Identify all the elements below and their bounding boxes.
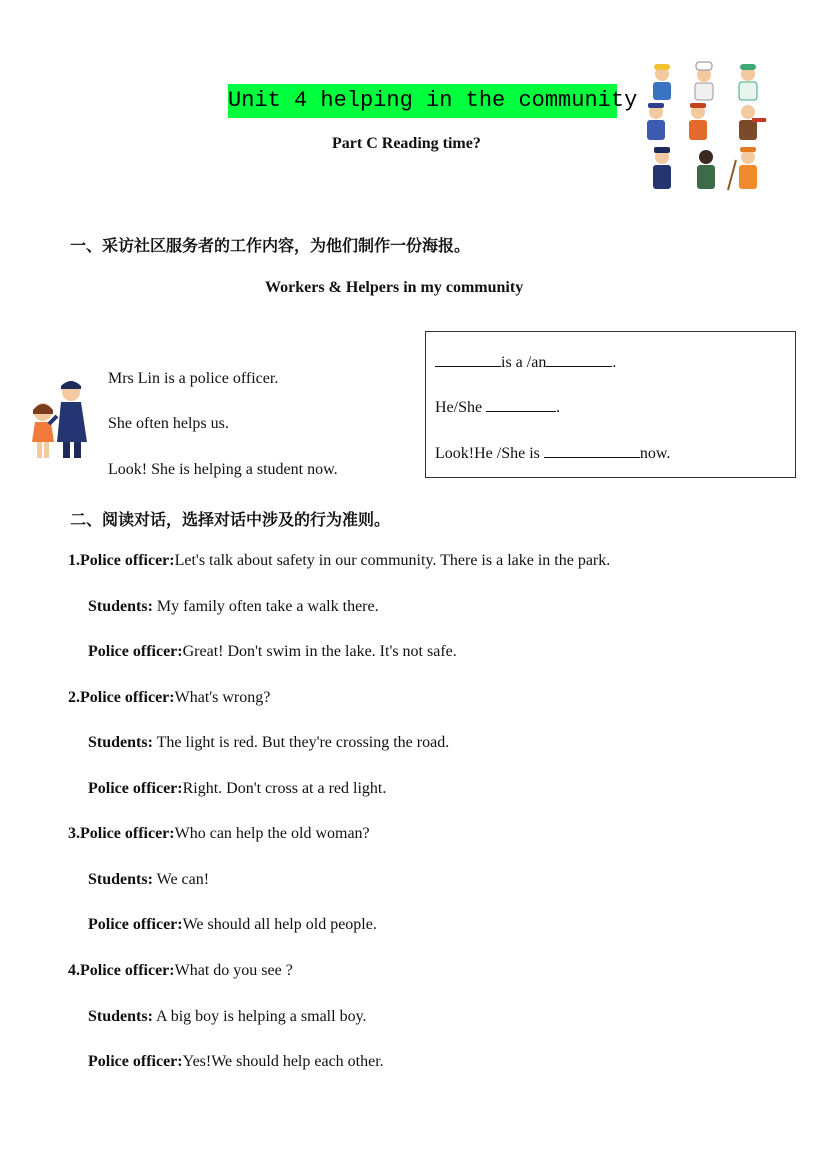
section2-heading: 二、阅读对话，选择对话中涉及的行为准则。 (70, 510, 391, 529)
worker-figure-icon (739, 105, 766, 140)
dialogue-3-line-2: Students: We can! (88, 871, 210, 888)
blank-job-title[interactable] (546, 352, 612, 367)
template-line-3: Look!He /She is now. (435, 445, 671, 462)
blank-job-name[interactable] (435, 352, 501, 367)
dialogue-3-line-1: 3.Police officer:Who can help the old woman? (68, 825, 370, 842)
police-officer-helping-student-illustration (27, 376, 95, 462)
community-workers-illustration (640, 60, 770, 192)
police-figure-icon (653, 147, 671, 189)
teacher-figure-icon (697, 150, 715, 189)
dialogue-1-line-3: Police officer:Great! Don't swim in the lake. It's not safe. (88, 643, 457, 660)
dialogue-4-line-3: Police officer:Yes!We should help each other. (88, 1053, 384, 1070)
dialogue-4-line-2: Students: A big boy is helping a small boy. (88, 1008, 367, 1025)
worksheet-title: Unit 4 helping in the community (228, 84, 617, 118)
poster-title: Workers & Helpers in my community (265, 279, 524, 296)
dialogue-4-line-1: 4.Police officer:What do you see ? (68, 962, 293, 979)
story-line-1: Mrs Lin is a police officer. (108, 370, 279, 387)
template-line-1: is a /an . (435, 352, 616, 372)
dialogue-2-line-2: Students: The light is red. But they're crossing the road. (88, 734, 450, 751)
dialogue-2-line-3: Police officer:Right. Don't cross at a red light. (88, 780, 387, 797)
chef-figure-icon (695, 62, 713, 100)
dialogue-2-line-1: 2.Police officer:What's wrong? (68, 689, 271, 706)
dialogue-3-line-3: Police officer:We should all help old people. (88, 916, 377, 933)
blank-often-does[interactable] (486, 397, 556, 412)
story-line-2: She often helps us. (108, 415, 229, 432)
builder-figure-icon (653, 64, 671, 100)
dialogue-1-line-1: 1.Police officer:Let's talk about safety in our community. There is a lake in the park. (68, 552, 611, 569)
firefighter-figure-icon (689, 103, 707, 140)
doctor-figure-icon (739, 64, 757, 100)
section1-heading: 一、采访社区服务者的工作内容，为他们制作一份海报。 (70, 236, 471, 255)
story-line-3: Look! She is helping a student now. (108, 461, 338, 478)
postman-figure-icon (647, 103, 665, 140)
blank-doing-now[interactable] (544, 443, 640, 458)
worksheet-subtitle: Part C Reading time? (332, 135, 481, 152)
cleaner-figure-icon (728, 147, 757, 190)
poster-template-box (425, 331, 796, 478)
template-line-2: He/She . (435, 399, 561, 416)
dialogue-1-line-2: Students: My family often take a walk there. (88, 598, 379, 615)
